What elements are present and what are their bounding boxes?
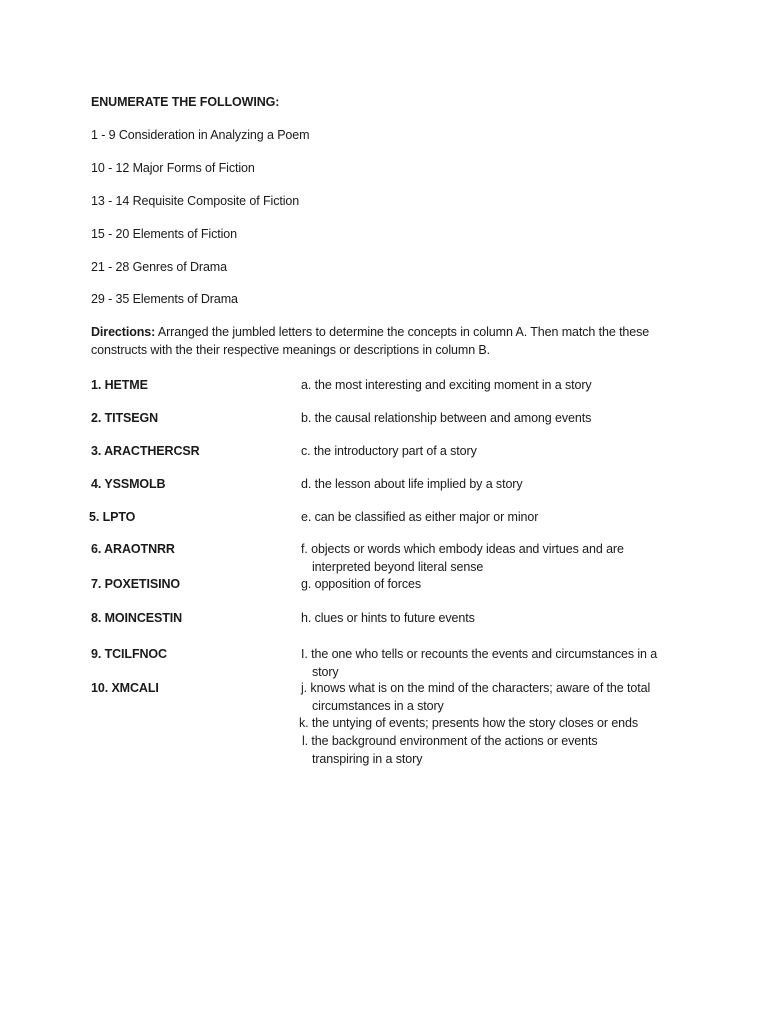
column-a-item: 5. LPTO xyxy=(89,510,136,524)
column-b-item xyxy=(301,410,691,428)
column-b-text-continued: interpreted beyond literal sense xyxy=(312,559,484,574)
column-a-item: 10. XMCALI xyxy=(91,681,159,695)
directions-label: Directions: xyxy=(91,325,156,339)
column-b-item xyxy=(301,610,691,628)
enumerate-item: 1 - 9 Consideration in Analyzing a Poem xyxy=(91,128,310,142)
column-b-item xyxy=(301,476,691,494)
column-a-item: 8. MOINCESTIN xyxy=(91,611,183,625)
column-b-item xyxy=(301,509,691,527)
column-b-text: I. the one who tells or recounts the events and circumstances in a xyxy=(301,647,658,661)
directions-paragraph xyxy=(91,323,681,359)
column-b-text: f. objects or words which embody ideas and virtues and are xyxy=(301,542,624,556)
enumerate-item: 13 - 14 Requisite Composite of Fiction xyxy=(91,194,300,208)
enumerate-item: 15 - 20 Elements of Fiction xyxy=(91,227,237,241)
column-b-text-continued: transpiring in a story xyxy=(312,751,423,766)
column-b-item xyxy=(301,443,691,461)
column-a-item: 2. TITSEGN xyxy=(91,411,159,425)
column-b-item xyxy=(302,733,692,768)
column-b-text: h. clues or hints to future events xyxy=(301,611,475,625)
enumerate-heading: ENUMERATE THE FOLLOWING: xyxy=(91,95,280,109)
column-b-text: j. knows what is on the mind of the characters; aware of the total xyxy=(301,681,651,695)
column-b-text: g. opposition of forces xyxy=(301,577,421,591)
column-a-item: 9. TCILFNOC xyxy=(91,647,167,661)
column-b-text-continued: story xyxy=(312,664,339,679)
column-b-text: a. the most interesting and exciting moment in a story xyxy=(301,378,592,392)
column-b-item xyxy=(301,576,691,594)
column-b-item xyxy=(301,680,691,715)
enumerate-item: 29 - 35 Elements of Drama xyxy=(91,292,238,306)
column-b-text: e. can be classified as either major or minor xyxy=(301,510,539,524)
column-a-item: 3. ARACTHERCSR xyxy=(91,444,200,458)
column-a-item: 6. ARAOTNRR xyxy=(91,542,175,556)
column-b-item xyxy=(299,715,689,733)
column-a-item: 1. HETME xyxy=(91,378,148,392)
column-a-item: 7. POXETISINO xyxy=(91,577,181,591)
column-b-text: k. the untying of events; presents how the story closes or ends xyxy=(299,716,639,730)
column-b-text: d. the lesson about life implied by a story xyxy=(301,477,523,491)
column-b-item xyxy=(301,377,691,395)
column-b-item xyxy=(301,646,691,681)
column-b-text: c. the introductory part of a story xyxy=(301,444,477,458)
directions-text-line1: Arranged the jumbled letters to determine the concepts in column A. Then match the these xyxy=(155,325,650,339)
column-b-text: l. the background environment of the actions or events xyxy=(302,734,598,748)
column-b-text-continued: circumstances in a story xyxy=(312,698,444,713)
enumerate-item: 21 - 28 Genres of Drama xyxy=(91,260,227,274)
directions-text-line2: constructs with the their respective meanings or descriptions in column B. xyxy=(91,343,491,357)
column-b-text: b. the causal relationship between and among events xyxy=(301,411,592,425)
column-a-item: 4. YSSMOLB xyxy=(91,477,166,491)
enumerate-item: 10 - 12 Major Forms of Fiction xyxy=(91,161,255,175)
column-b-item xyxy=(301,541,691,576)
